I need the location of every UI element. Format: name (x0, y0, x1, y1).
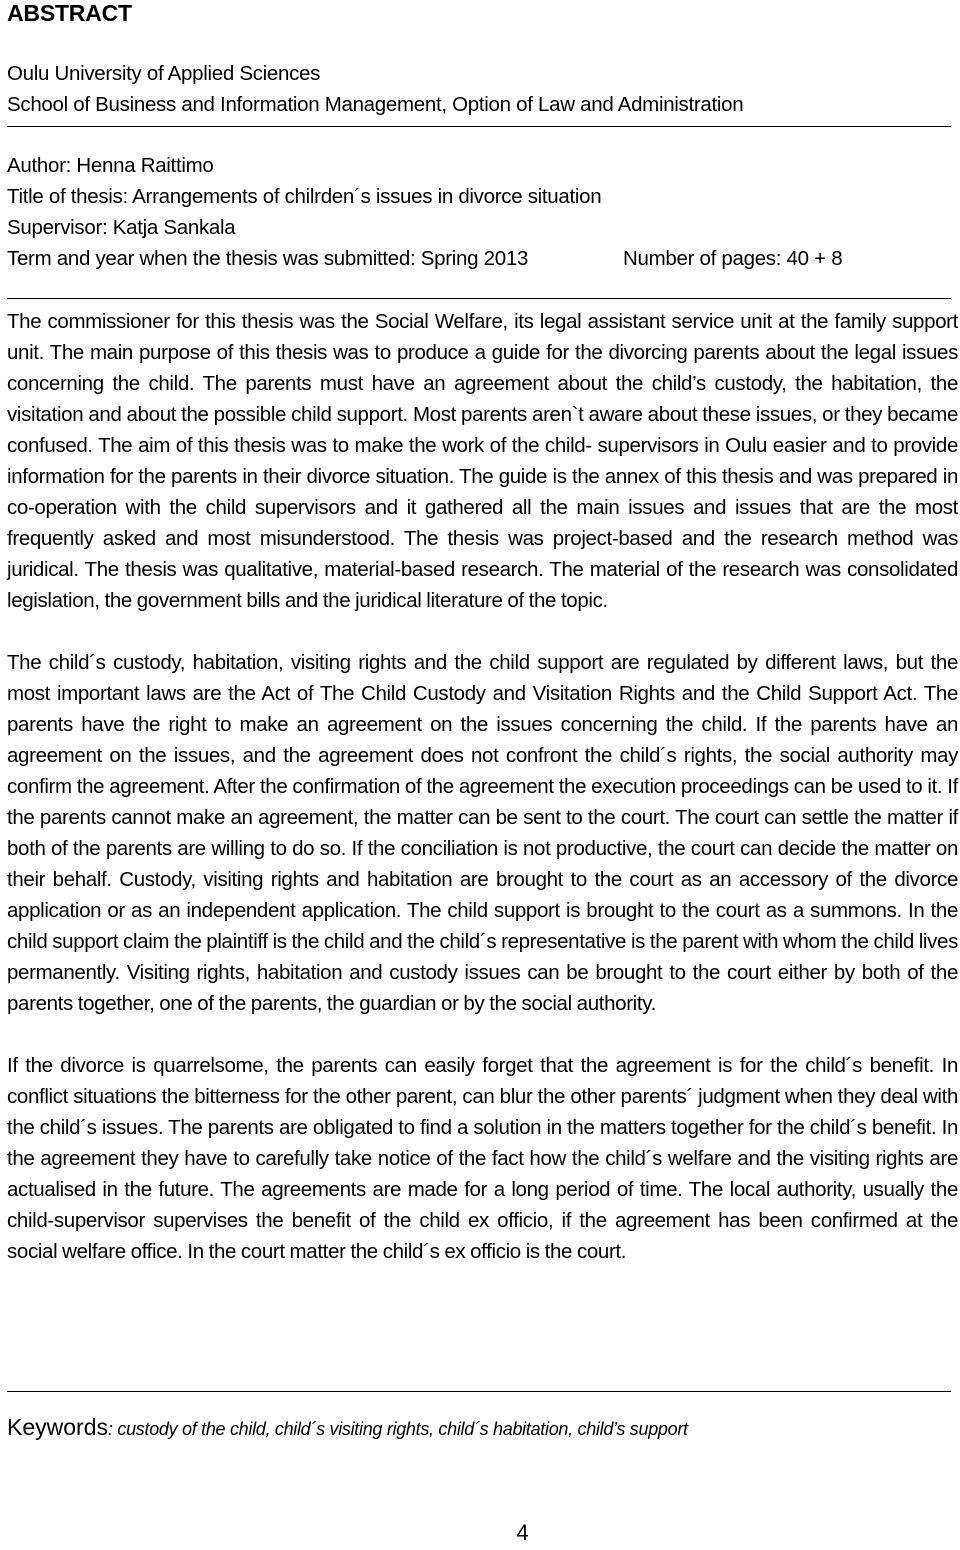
school-name: School of Business and Information Management, Option of Law and Administration (7, 93, 744, 116)
abstract-body (7, 306, 958, 1267)
supervisor-line: Supervisor: Katja Sankala (7, 216, 236, 239)
abstract-paragraph-1: The commissioner for this thesis was the Social Welfare, its legal assistant service unit at the family support unit. The main purpose of this thesis was to produce a guide for the divorcing parents about the legal issues concerning the child. The parents must have an agreement about the child’s custody, the habitation, the visitation and about the possible child support. Most parents aren`t aware about these issues, or they became confused. The aim of this thesis was to make the work of the child- supervisors in Oulu easier and to provide information for the parents in their divorce situation. The guide is the annex of this thesis and was prepared in co-operation with the child supervisors and it gathered all the main issues and issues that are the most frequently asked and most misunderstood. The thesis was project-based and the research method was juridical. The thesis was qualitative, material-based research. The material of the research was consolidated legislation, the government bills and the juridical literature of the topic. (7, 310, 958, 612)
page-number: 4 (516, 1520, 529, 1545)
keywords-line (7, 1414, 688, 1441)
keywords-list: : custody of the child, child´s visiting rights, child´s habitation, child’s support (107, 1419, 688, 1439)
divider-bottom (7, 1391, 951, 1392)
thesis-meta-block (7, 150, 958, 274)
abstract-paragraph-2: The child´s custody, habitation, visiting rights and the child support are regulated by different laws, but the most important laws are the Act of The Child Custody and Visitation Rights and the Child Support Act. The parents have the right to make an agreement on the issues concerning the child. If the parents have an agreement on the issues, and the agreement does not confront the child´s rights, the social authority may confirm the agreement. After the confirmation of the agreement the execution proceedings can be used to it. If the parents cannot make an agreement, the matter can be sent to the court. The court can settle the matter if both of the parents are willing to do so. If the conciliation is not productive, the court can decide the matter on their behalf. Custody, visiting rights and habitation are brought to the court as an accessory of the divorce application or as an independent application. The child support is brought to the court as a summons. In the child support claim the plaintiff is the child and the child´s representative is the parent with whom the child lives permanently. Visiting rights, habitation and custody issues can be brought to the court either by both of the parents together, one of the parents, the guardian or by the social authority. (7, 651, 958, 1015)
term-line: Term and year when the thesis was submitted: Spring 2013 (7, 247, 529, 270)
thesis-title-line: Title of thesis: Arrangements of chilrden´s issues in divorce situation (7, 185, 602, 208)
author-line: Author: Henna Raittimo (7, 154, 214, 177)
abstract-heading: ABSTRACT (7, 0, 132, 26)
abstract-paragraph-3: If the divorce is quarrelsome, the parents can easily forget that the agreement is for the child´s benefit. In conflict situations the bitterness for the other parent, can blur the other parents´ judgment when they deal with the child´s issues. The parents are obligated to find a solution in the matters together for the child´s benefit. In the agreement they have to carefully take notice of the fact how the child´s welfare and the visiting rights are actualised in the future. The agreements are made for a long period of time. The local authority, usually the child-supervisor supervises the benefit of the child ex officio, if the agreement has been confirmed at the social welfare office. In the court matter the child´s ex officio is the court. (7, 1054, 958, 1263)
institution-block (7, 58, 958, 120)
keywords-label: Keywords (7, 1414, 108, 1440)
divider-meta (7, 298, 951, 299)
term-row (7, 243, 958, 274)
divider-top (7, 126, 951, 127)
university-name: Oulu University of Applied Sciences (7, 62, 321, 85)
page-count-line: Number of pages: 40 + 8 (623, 247, 843, 270)
